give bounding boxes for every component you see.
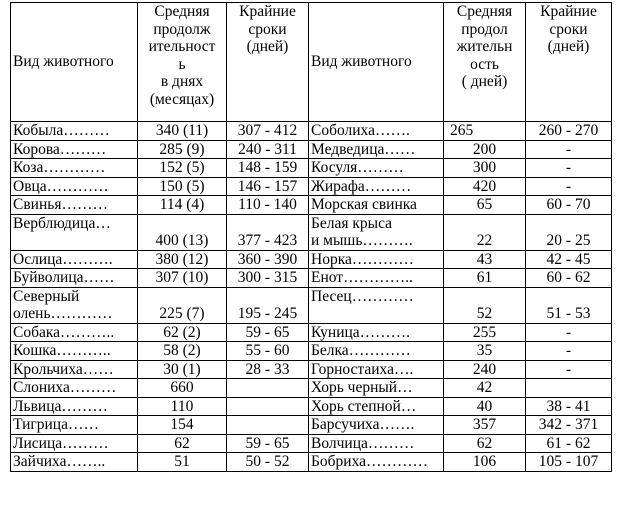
- animal-name-cell: Тигрица……: [11, 416, 138, 435]
- animal-name-cell: Львица………: [11, 397, 138, 416]
- average-duration-cell: 400 (13): [138, 214, 227, 250]
- average-duration-cell: 30 (1): [138, 360, 227, 379]
- average-duration-cell: 660: [138, 379, 227, 398]
- animal-name-cell: Кошка………..: [11, 342, 138, 361]
- range-cell-2: 105 - 107: [526, 453, 612, 472]
- animal-name-cell: Ослица……….: [11, 250, 138, 269]
- range-cell: [227, 397, 309, 416]
- average-duration-cell: 285 (9): [138, 140, 227, 159]
- range-cell: 50 - 52: [227, 453, 309, 472]
- animal-name-cell: Кобыла………: [11, 122, 138, 141]
- animal-name-cell-2: Хорь черный…: [309, 379, 444, 398]
- animal-name-cell-2: Соболиха…….: [309, 122, 444, 141]
- header-line: ительност: [148, 38, 216, 55]
- table-row: [11, 287, 612, 323]
- average-duration-cell: 307 (10): [138, 269, 227, 288]
- header-line: продол: [461, 20, 508, 38]
- animal-name-cell-2: Песец…………: [309, 287, 444, 323]
- range-cell-2: 51 - 53: [526, 287, 612, 323]
- header-line: жительн: [456, 38, 513, 55]
- average-duration-cell: 51: [138, 453, 227, 472]
- header-animal: Вид животного: [11, 3, 138, 122]
- animal-name-cell: Собака………..: [11, 323, 138, 342]
- animal-name-cell: Слониха………: [11, 379, 138, 398]
- animal-name-cell-2: Горностаиха….: [309, 360, 444, 379]
- average-duration-cell-2: 43: [444, 250, 526, 269]
- average-duration-cell: 380 (12): [138, 250, 227, 269]
- average-duration-cell-2: 357: [444, 416, 526, 435]
- average-duration-cell: 58 (2): [138, 342, 227, 361]
- average-duration-cell-2: 255: [444, 323, 526, 342]
- animal-name-cell-2: Белая крыса и мышь……….: [309, 214, 444, 250]
- header-line: продолж: [153, 20, 211, 38]
- table-body: [11, 122, 612, 472]
- animal-name-cell-2: Жирафа………: [309, 177, 444, 196]
- header-line: сроки: [549, 20, 588, 38]
- average-duration-cell-2: 22: [444, 214, 526, 250]
- table-row: [11, 397, 612, 416]
- animal-name-cell: Свинья………: [11, 196, 138, 215]
- header-range: [227, 3, 309, 122]
- range-cell: 300 - 315: [227, 269, 309, 288]
- animal-name-cell-2: Волчица………: [309, 434, 444, 453]
- range-cell-2: -: [526, 360, 612, 379]
- range-cell: [227, 416, 309, 435]
- header-animal-2: Вид животного: [309, 3, 444, 122]
- header-average-duration-2: [444, 3, 526, 122]
- range-cell: 110 - 140: [227, 196, 309, 215]
- animal-name-cell: Северный олень…………: [11, 287, 138, 323]
- average-duration-cell-2: 52: [444, 287, 526, 323]
- animal-name-cell: Корова………: [11, 140, 138, 159]
- animal-name-cell-2: Белка…………: [309, 342, 444, 361]
- range-cell-2: 42 - 45: [526, 250, 612, 269]
- range-cell: 360 - 390: [227, 250, 309, 269]
- range-cell: 59 - 65: [227, 323, 309, 342]
- header-line: ь: [178, 55, 186, 73]
- animal-name-cell-2: Бобриха…………: [309, 453, 444, 472]
- average-duration-cell-2: 420: [444, 177, 526, 196]
- animal-name-cell-2: Норка…………: [309, 250, 444, 269]
- range-cell: 55 - 60: [227, 342, 309, 361]
- animal-name-cell: Буйволица……: [11, 269, 138, 288]
- average-duration-cell-2: 106: [444, 453, 526, 472]
- animal-name-cell-2: Куница……….: [309, 323, 444, 342]
- range-cell-2: [526, 379, 612, 398]
- average-duration-cell-2: 35: [444, 342, 526, 361]
- table-row: [11, 342, 612, 361]
- animal-name-cell-2: Косуля………: [309, 159, 444, 178]
- table-row: [11, 214, 612, 250]
- average-duration-cell-2: 300: [444, 159, 526, 178]
- header-line: (дней): [547, 38, 590, 55]
- range-cell-2: -: [526, 177, 612, 196]
- table-row: [11, 323, 612, 342]
- animal-name-cell-2: Медведица……: [309, 140, 444, 159]
- range-cell-2: 60 - 62: [526, 269, 612, 288]
- header-line: (дней): [246, 38, 289, 55]
- average-duration-cell-2: 65: [444, 196, 526, 215]
- table-row: [11, 177, 612, 196]
- animal-name-cell-2: Морская свинка: [309, 196, 444, 215]
- range-cell-2: 61 - 62: [526, 434, 612, 453]
- header-average-duration: [138, 3, 227, 122]
- average-duration-cell: 62 (2): [138, 323, 227, 342]
- header-range-2: [526, 3, 612, 122]
- table-row: [11, 269, 612, 288]
- animal-name-cell-2: Енот…………..: [309, 269, 444, 288]
- range-cell: 307 - 412: [227, 122, 309, 141]
- header-line: ость: [470, 55, 499, 73]
- average-duration-cell-2: 265: [444, 122, 526, 141]
- average-duration-cell-2: 200: [444, 140, 526, 159]
- average-duration-cell: 62: [138, 434, 227, 453]
- range-cell-2: -: [526, 342, 612, 361]
- animal-name-cell: Овца…………: [11, 177, 138, 196]
- header-line: Крайние: [239, 3, 296, 20]
- range-cell: 59 - 65: [227, 434, 309, 453]
- average-duration-cell: 225 (7): [138, 287, 227, 323]
- average-duration-cell-2: 240: [444, 360, 526, 379]
- header-line: (месяцах): [149, 90, 215, 108]
- animal-name-cell: Лисица………: [11, 434, 138, 453]
- range-cell: [227, 379, 309, 398]
- table-row: [11, 416, 612, 435]
- range-cell-2: -: [526, 140, 612, 159]
- table-row: [11, 196, 612, 215]
- gestation-table-sheet: [10, 2, 611, 472]
- range-cell: 377 - 423: [227, 214, 309, 250]
- average-duration-cell-2: 42: [444, 379, 526, 398]
- table-row: [11, 140, 612, 159]
- average-duration-cell-2: 61: [444, 269, 526, 288]
- average-duration-cell: 340 (11): [138, 122, 227, 141]
- header-line: в днях: [160, 73, 204, 90]
- range-cell: 148 - 159: [227, 159, 309, 178]
- range-cell: 28 - 33: [227, 360, 309, 379]
- table-row: [11, 453, 612, 472]
- average-duration-cell: 110: [138, 397, 227, 416]
- range-cell-2: -: [526, 159, 612, 178]
- range-cell-2: 60 - 70: [526, 196, 612, 215]
- table-row: [11, 250, 612, 269]
- animal-name-cell-2: Барсучиха…….: [309, 416, 444, 435]
- header-line: Средняя: [154, 3, 210, 20]
- table-row: [11, 379, 612, 398]
- range-cell-2: 20 - 25: [526, 214, 612, 250]
- range-cell-2: 260 - 270: [526, 122, 612, 141]
- range-cell: 146 - 157: [227, 177, 309, 196]
- range-cell-2: 342 - 371: [526, 416, 612, 435]
- range-cell: 240 - 311: [227, 140, 309, 159]
- range-cell: 195 - 245: [227, 287, 309, 323]
- average-duration-cell: 154: [138, 416, 227, 435]
- animal-name-cell: Коза…………: [11, 159, 138, 178]
- animal-name-cell-2: Хорь степной…: [309, 397, 444, 416]
- header-line: ( дней): [461, 73, 508, 90]
- average-duration-cell: 150 (5): [138, 177, 227, 196]
- table-row: [11, 159, 612, 178]
- average-duration-cell-2: 40: [444, 397, 526, 416]
- average-duration-cell: 152 (5): [138, 159, 227, 178]
- table-row: [11, 360, 612, 379]
- animal-name-cell: Верблюдица…: [11, 214, 138, 250]
- average-duration-cell: 114 (4): [138, 196, 227, 215]
- table-row: [11, 434, 612, 453]
- header-line: Крайние: [540, 3, 597, 20]
- gestation-table: [10, 2, 612, 472]
- range-cell-2: -: [526, 323, 612, 342]
- header-line: Средняя: [456, 3, 513, 20]
- header-line: сроки: [248, 20, 287, 38]
- average-duration-cell-2: 62: [444, 434, 526, 453]
- animal-name-cell: Крольчиха……: [11, 360, 138, 379]
- header-row: [11, 3, 612, 122]
- table-row: [11, 122, 612, 141]
- range-cell-2: 38 - 41: [526, 397, 612, 416]
- animal-name-cell: Зайчиха……..: [11, 453, 138, 472]
